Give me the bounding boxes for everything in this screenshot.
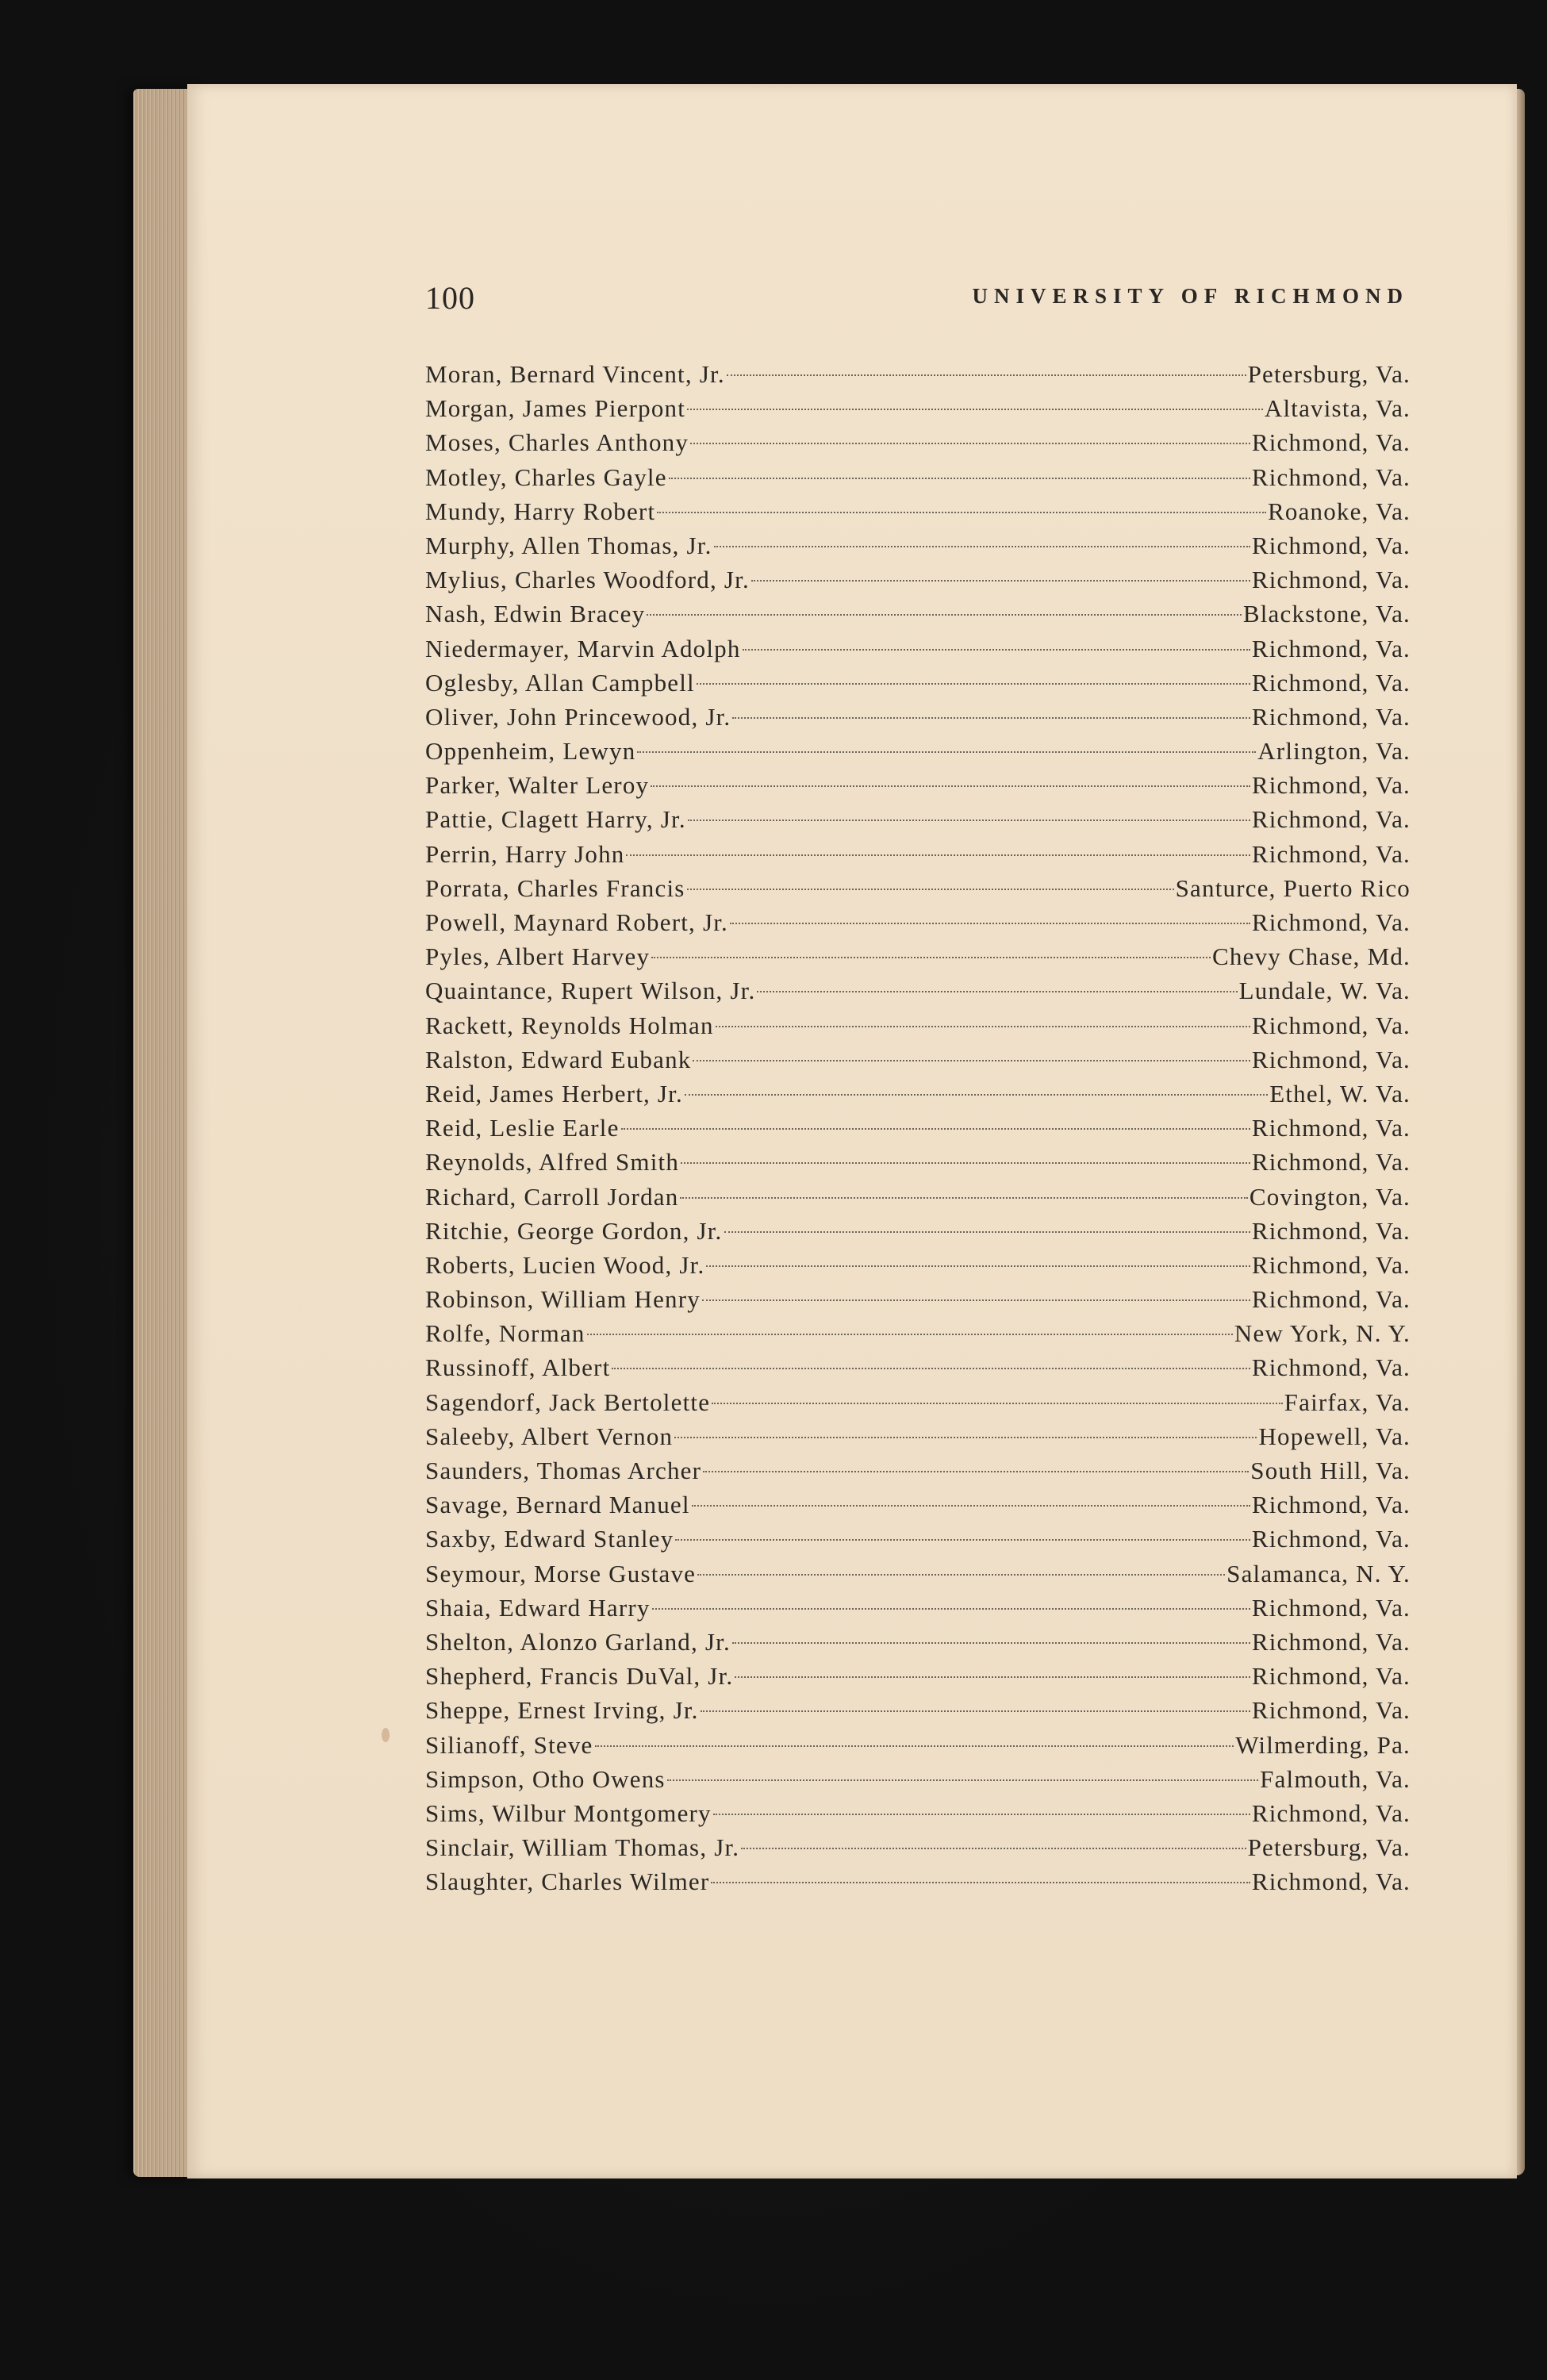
list-item: [425, 802, 1411, 836]
student-name: Pattie, Clagett Harry, Jr.: [425, 805, 686, 834]
hometown: Richmond, Va.: [1251, 1491, 1411, 1519]
list-item: [425, 1111, 1411, 1145]
dot-leader: [680, 1197, 1247, 1199]
dot-leader: [712, 1403, 1283, 1404]
hometown: Petersburg, Va.: [1247, 1833, 1411, 1862]
student-name: Sagendorf, Jack Bertolette: [425, 1388, 711, 1416]
list-item: [425, 1419, 1411, 1453]
dot-leader: [714, 546, 1250, 547]
list-item: [425, 734, 1411, 768]
dot-leader: [688, 820, 1250, 821]
hometown: Richmond, Va.: [1251, 1525, 1411, 1553]
dot-leader: [657, 512, 1266, 513]
list-item: [425, 1591, 1411, 1625]
hometown: Santurce, Puerto Rico: [1175, 873, 1411, 902]
list-item: [425, 939, 1411, 973]
student-name: Rolfe, Norman: [425, 1319, 585, 1348]
student-name: Motley, Charles Gayle: [425, 463, 667, 491]
student-name: Ralston, Edward Eubank: [425, 1045, 692, 1073]
hometown: Richmond, Va.: [1251, 1285, 1411, 1314]
student-name: Perrin, Harry John: [425, 839, 625, 868]
dot-leader: [681, 1162, 1250, 1164]
student-name: Shepherd, Francis DuVal, Jr.: [425, 1662, 734, 1691]
hometown: New York, N. Y.: [1234, 1319, 1411, 1348]
dot-leader: [697, 683, 1250, 685]
list-item: [425, 1350, 1411, 1384]
hometown: Richmond, Va.: [1251, 1662, 1411, 1691]
hometown: Lundale, W. Va.: [1238, 977, 1411, 1005]
student-name: Slaughter, Charles Wilmer: [425, 1868, 710, 1896]
hometown: Richmond, Va.: [1251, 531, 1411, 559]
dot-leader: [697, 1574, 1225, 1576]
hometown: Richmond, Va.: [1251, 908, 1411, 936]
list-item: [425, 1282, 1411, 1316]
dot-leader: [690, 443, 1250, 444]
hometown: South Hill, Va.: [1250, 1457, 1411, 1484]
student-name: Ritchie, George Gordon, Jr.: [425, 1216, 723, 1245]
student-name: Porrata, Charles Francis: [425, 873, 685, 902]
dot-leader: [741, 1848, 1246, 1849]
hometown: Richmond, Va.: [1251, 1250, 1411, 1279]
hometown: Richmond, Va.: [1251, 1148, 1411, 1177]
dot-leader: [687, 409, 1263, 410]
dot-leader: [621, 1128, 1250, 1130]
student-name: Saunders, Thomas Archer: [425, 1457, 702, 1484]
hometown: Richmond, Va.: [1251, 839, 1411, 868]
dot-leader: [587, 1334, 1233, 1335]
hometown: Covington, Va.: [1249, 1182, 1411, 1211]
hometown: Richmond, Va.: [1251, 1011, 1411, 1039]
hometown: Richmond, Va.: [1251, 1216, 1411, 1245]
hometown: Richmond, Va.: [1251, 566, 1411, 594]
dot-leader: [701, 1710, 1250, 1712]
student-name: Shaia, Edward Harry: [425, 1593, 651, 1622]
page-number: 100: [425, 280, 475, 316]
dot-leader: [713, 1814, 1250, 1815]
student-name: Silianoff, Steve: [425, 1730, 593, 1759]
hometown: Salamanca, N. Y.: [1226, 1559, 1411, 1587]
list-item: [425, 1557, 1411, 1591]
dot-leader: [693, 1060, 1250, 1061]
list-item: [425, 700, 1411, 734]
student-name: Niedermayer, Marvin Adolph: [425, 634, 741, 662]
dot-leader: [647, 614, 1242, 616]
hometown: Richmond, Va.: [1251, 805, 1411, 834]
list-item: [425, 460, 1411, 494]
student-name: Murphy, Allen Thomas, Jr.: [425, 531, 712, 559]
student-name: Shelton, Alonzo Garland, Jr.: [425, 1627, 731, 1656]
list-item: [425, 1522, 1411, 1556]
dot-leader: [716, 1026, 1250, 1027]
dot-leader: [674, 1437, 1257, 1438]
dot-leader: [711, 1882, 1250, 1883]
hometown: Roanoke, Va.: [1268, 497, 1411, 525]
dot-leader: [751, 580, 1250, 582]
hometown: Hopewell, Va.: [1258, 1422, 1411, 1450]
list-item: [425, 837, 1411, 871]
hometown: Richmond, Va.: [1251, 634, 1411, 662]
dot-leader: [732, 1642, 1250, 1644]
student-name: Mundy, Harry Robert: [425, 497, 656, 525]
student-name: Roberts, Lucien Wood, Jr.: [425, 1250, 705, 1279]
dot-leader: [651, 785, 1250, 787]
list-item: [425, 1248, 1411, 1282]
list-item: [425, 1796, 1411, 1830]
list-item: [425, 1762, 1411, 1796]
dot-leader: [692, 1505, 1250, 1507]
student-name: Robinson, William Henry: [425, 1285, 701, 1314]
hometown: Richmond, Va.: [1251, 668, 1411, 697]
hometown: Richmond, Va.: [1251, 702, 1411, 731]
hometown: Chevy Chase, Md.: [1212, 942, 1411, 971]
dot-leader: [669, 478, 1250, 479]
dot-leader: [626, 854, 1250, 856]
dot-leader: [685, 1094, 1268, 1096]
dot-leader: [667, 1779, 1258, 1781]
student-name: Savage, Bernard Manuel: [425, 1491, 690, 1519]
dot-leader: [637, 751, 1256, 753]
hometown: Richmond, Va.: [1251, 1045, 1411, 1073]
dot-leader: [743, 649, 1250, 651]
student-name: Saxby, Edward Stanley: [425, 1525, 674, 1553]
list-item: [425, 597, 1411, 631]
hometown: Richmond, Va.: [1251, 1798, 1411, 1827]
list-item: [425, 528, 1411, 562]
hometown: Richmond, Va.: [1251, 1696, 1411, 1725]
list-item: [425, 973, 1411, 1008]
student-name: Russinoff, Albert: [425, 1353, 611, 1382]
dot-leader: [706, 1265, 1250, 1267]
dot-leader: [595, 1745, 1234, 1747]
dot-leader: [757, 991, 1237, 992]
ink-smudge: [382, 1728, 390, 1742]
list-item: [425, 1693, 1411, 1727]
student-name: Moses, Charles Anthony: [425, 428, 689, 457]
list-item: [425, 1385, 1411, 1419]
list-item: [425, 1077, 1411, 1111]
dot-leader: [727, 374, 1246, 376]
student-name: Oliver, John Princewood, Jr.: [425, 702, 731, 731]
dot-leader: [651, 957, 1211, 958]
list-item: [425, 666, 1411, 700]
hometown: Richmond, Va.: [1251, 1868, 1411, 1896]
student-name: Reid, James Herbert, Jr.: [425, 1079, 683, 1107]
student-name: Nash, Edwin Bracey: [425, 600, 646, 628]
student-name: Sinclair, William Thomas, Jr.: [425, 1833, 740, 1862]
student-name: Reid, Leslie Earle: [425, 1114, 620, 1142]
dot-leader: [652, 1608, 1250, 1610]
student-name: Sims, Wilbur Montgomery: [425, 1798, 712, 1827]
student-name: Parker, Walter Leroy: [425, 771, 650, 800]
hometown: Blackstone, Va.: [1242, 600, 1411, 628]
hometown: Petersburg, Va.: [1247, 360, 1411, 388]
hometown: Richmond, Va.: [1251, 1353, 1411, 1382]
student-name: Saleeby, Albert Vernon: [425, 1422, 674, 1450]
hometown: Richmond, Va.: [1251, 463, 1411, 491]
list-item: [425, 1008, 1411, 1042]
list-item: [425, 631, 1411, 666]
hometown: Falmouth, Va.: [1260, 1764, 1411, 1793]
directory-list: [425, 357, 1411, 1898]
student-name: Rackett, Reynolds Holman: [425, 1011, 714, 1039]
student-name: Oglesby, Allan Campbell: [425, 668, 695, 697]
list-item: [425, 1864, 1411, 1898]
student-name: Powell, Maynard Robert, Jr.: [425, 908, 728, 936]
list-item: [425, 768, 1411, 802]
student-name: Seymour, Morse Gustave: [425, 1559, 697, 1587]
list-item: [425, 871, 1411, 905]
hometown: Richmond, Va.: [1251, 1114, 1411, 1142]
student-name: Oppenheim, Lewyn: [425, 737, 636, 766]
list-item: [425, 562, 1411, 597]
list-item: [425, 1488, 1411, 1522]
student-name: Morgan, James Pierpont: [425, 394, 686, 423]
dot-leader: [730, 923, 1250, 924]
list-item: [425, 425, 1411, 459]
student-name: Richard, Carroll Jordan: [425, 1182, 679, 1211]
list-item: [425, 1042, 1411, 1077]
dot-leader: [703, 1471, 1249, 1472]
hometown: Fairfax, Va.: [1284, 1388, 1411, 1416]
list-item: [425, 1453, 1411, 1488]
hometown: Altavista, Va.: [1264, 394, 1411, 423]
student-name: Reynolds, Alfred Smith: [425, 1148, 680, 1177]
list-item: [425, 1659, 1411, 1693]
student-name: Mylius, Charles Woodford, Jr.: [425, 566, 750, 594]
dot-leader: [675, 1539, 1250, 1541]
list-item: [425, 1625, 1411, 1659]
dot-leader: [732, 717, 1250, 719]
hometown: Richmond, Va.: [1251, 428, 1411, 457]
list-item: [425, 1145, 1411, 1179]
dot-leader: [702, 1299, 1250, 1301]
list-item: [425, 1180, 1411, 1214]
hometown: Wilmerding, Pa.: [1235, 1730, 1411, 1759]
list-item: [425, 494, 1411, 528]
hometown: Richmond, Va.: [1251, 771, 1411, 800]
dot-leader: [724, 1231, 1250, 1233]
list-item: [425, 905, 1411, 939]
running-head: [425, 279, 1409, 319]
hometown: Arlington, Va.: [1257, 737, 1411, 766]
list-item: [425, 1728, 1411, 1762]
dot-leader: [612, 1368, 1250, 1369]
student-name: Moran, Bernard Vincent, Jr.: [425, 360, 725, 388]
student-name: Pyles, Albert Harvey: [425, 942, 651, 971]
hometown: Richmond, Va.: [1251, 1627, 1411, 1656]
list-item: [425, 1214, 1411, 1248]
list-item: [425, 357, 1411, 391]
student-name: Sheppe, Ernest Irving, Jr.: [425, 1696, 699, 1725]
student-name: Quaintance, Rupert Wilson, Jr.: [425, 977, 756, 1005]
list-item: [425, 1316, 1411, 1350]
dot-leader: [735, 1676, 1250, 1678]
student-name: Simpson, Otho Owens: [425, 1764, 666, 1793]
list-item: [425, 391, 1411, 425]
dot-leader: [687, 889, 1174, 890]
hometown: Ethel, W. Va.: [1269, 1079, 1411, 1107]
hometown: Richmond, Va.: [1251, 1593, 1411, 1622]
running-title: UNIVERSITY OF RICHMOND: [972, 284, 1409, 308]
list-item: [425, 1830, 1411, 1864]
